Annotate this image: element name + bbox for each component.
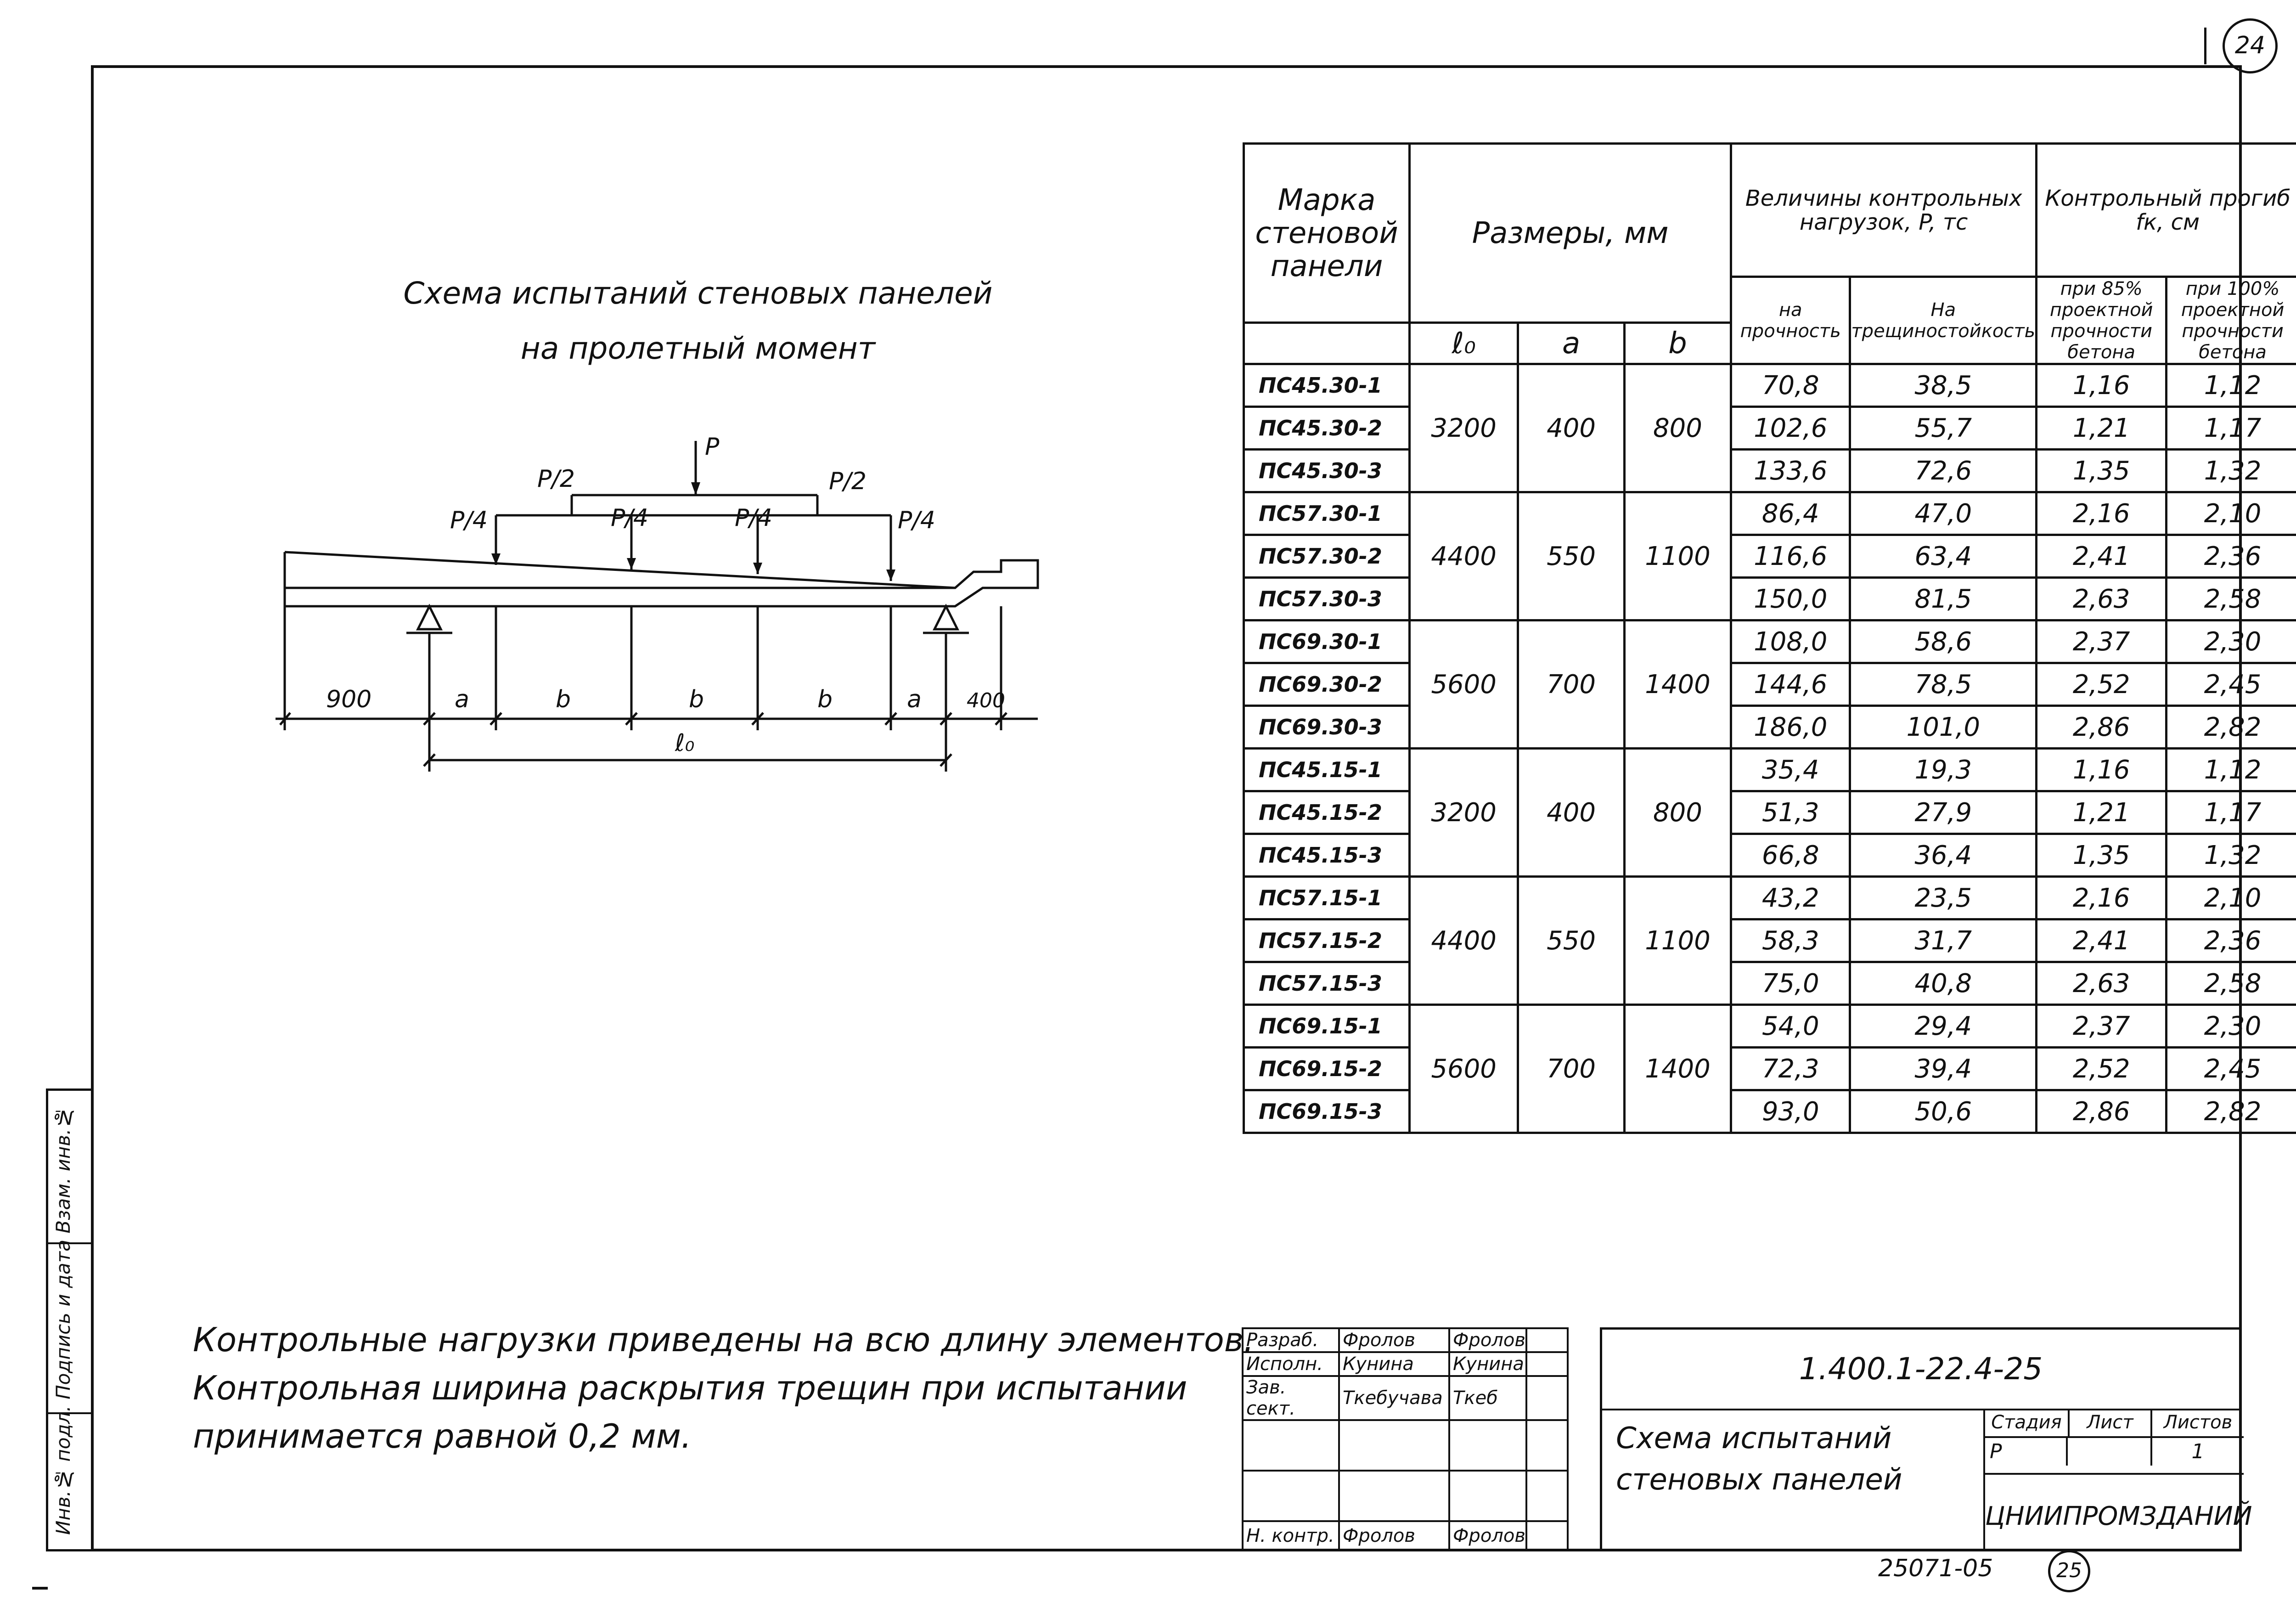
cell-mark: ПС57.30-1 [1244, 492, 1410, 535]
table-row [1244, 919, 2296, 962]
signer-signature [1449, 1420, 1526, 1471]
cell-load-strength: 86,4 [1731, 492, 1850, 535]
signer-signature: Кунина [1449, 1352, 1526, 1376]
cell-load-crack: 55,7 [1850, 407, 2037, 450]
cell-deflection-100: 1,17 [2167, 791, 2296, 834]
cell-load-crack: 81,5 [1850, 578, 2037, 620]
signer-date [1526, 1376, 1568, 1420]
table-row [1244, 450, 2296, 492]
signer-name: Ткебучава [1339, 1376, 1449, 1420]
cell-deflection-85: 1,16 [2037, 364, 2167, 407]
cell-l0: 3200 [1410, 749, 1518, 877]
cell-load-strength: 58,3 [1731, 919, 1850, 962]
cell-load-crack: 23,5 [1850, 877, 2037, 919]
cell-mark: ПС69.30-2 [1244, 663, 1410, 706]
note-line2: Контрольная ширина раскрытия трещин при испытании [193, 1369, 1187, 1407]
cell-l0: 5600 [1410, 620, 1518, 749]
signer-signature: Фролов [1449, 1328, 1526, 1352]
cell-mark: ПС57.15-1 [1244, 877, 1410, 919]
cell-deflection-100: 2,30 [2167, 1005, 2296, 1048]
cell-a: 700 [1518, 620, 1625, 749]
test-scheme-diagram [257, 413, 1084, 827]
cell-load-crack: 50,6 [1850, 1090, 2037, 1133]
cell-deflection-85: 2,16 [2037, 492, 2167, 535]
cell-b: 1100 [1624, 492, 1731, 620]
cell-load-crack: 47,0 [1850, 492, 2037, 535]
cell-load-crack: 40,8 [1850, 962, 2037, 1005]
cell-deflection-100: 1,32 [2167, 834, 2296, 877]
cell-load-strength: 150,0 [1731, 578, 1850, 620]
sub-85: при 85% проектной прочности бетона [2037, 277, 2167, 364]
signer-name: Кунина [1339, 1352, 1449, 1376]
dim-b2: b [689, 686, 704, 713]
loads-table [1243, 142, 2296, 1134]
table-row [1244, 749, 2296, 791]
table-row [1244, 791, 2296, 834]
cell-b: 1400 [1624, 1005, 1731, 1133]
cell-load-strength: 72,3 [1731, 1048, 1850, 1090]
label-p4-1: P/4 [450, 507, 488, 534]
cell-load-strength: 133,6 [1731, 450, 1850, 492]
signer-name [1339, 1420, 1449, 1471]
side-strip-text: Инв.№ подл. Подпись и дата Взам. инв.№ [52, 1106, 74, 1535]
cell-mark: ПС69.15-1 [1244, 1005, 1410, 1048]
cell-deflection-100: 2,58 [2167, 578, 2296, 620]
cell-deflection-100: 2,45 [2167, 663, 2296, 706]
header-mark-cont [1244, 323, 1410, 364]
cell-deflection-85: 2,41 [2037, 919, 2167, 962]
signer-date [1526, 1328, 1568, 1352]
cell-l0: 5600 [1410, 1005, 1518, 1133]
cell-load-strength: 102,6 [1731, 407, 1850, 450]
cell-load-crack: 29,4 [1850, 1005, 2037, 1048]
cell-deflection-100: 2,36 [2167, 535, 2296, 578]
cell-load-strength: 186,0 [1731, 706, 1850, 749]
sub-a: a [1518, 323, 1625, 364]
label-p4-3: P/4 [735, 504, 772, 532]
support-left [418, 606, 441, 629]
table-row [1244, 1090, 2296, 1133]
table-row [1244, 1005, 2296, 1048]
cell-deflection-100: 2,82 [2167, 1090, 2296, 1133]
cell-load-strength: 108,0 [1731, 620, 1850, 663]
cell-load-strength: 144,6 [1731, 663, 1850, 706]
cell-b: 1400 [1624, 620, 1731, 749]
cell-mark: ПС57.15-3 [1244, 962, 1410, 1005]
signer-role [1243, 1471, 1339, 1521]
cell-b: 800 [1624, 749, 1731, 877]
cell-deflection-85: 2,86 [2037, 1090, 2167, 1133]
cell-deflection-100: 2,30 [2167, 620, 2296, 663]
table-row [1244, 1048, 2296, 1090]
scheme-title-line1: Схема испытаний стеновых панелей [403, 276, 993, 311]
signer-role: Н. контр. [1243, 1521, 1339, 1551]
cell-deflection-100: 1,12 [2167, 364, 2296, 407]
label-p4-2: P/4 [611, 504, 648, 532]
sheets-value: 1 [2191, 1440, 2205, 1463]
cell-deflection-85: 2,63 [2037, 962, 2167, 1005]
cell-deflection-85: 2,37 [2037, 1005, 2167, 1048]
cell-load-crack: 36,4 [1850, 834, 2037, 877]
note-line3: принимается равной 0,2 мм. [193, 1417, 692, 1455]
label-p2-left: P/2 [537, 465, 575, 493]
signer-signature: Ткеб [1449, 1376, 1526, 1420]
table-row [1244, 620, 2296, 663]
dim-l0: ℓ₀ [675, 729, 695, 757]
table-body [1244, 364, 2296, 1133]
cell-load-strength: 43,2 [1731, 877, 1850, 919]
cell-load-strength: 93,0 [1731, 1090, 1850, 1133]
sub-b: b [1624, 323, 1731, 364]
cell-deflection-100: 1,12 [2167, 749, 2296, 791]
cell-deflection-100: 2,58 [2167, 962, 2296, 1005]
label-p4-4: P/4 [898, 507, 935, 534]
dim-b1: b [556, 686, 571, 713]
org-name: ЦНИИПРОМЗДАНИЙ [1985, 1501, 2252, 1531]
cell-mark: ПС45.15-1 [1244, 749, 1410, 791]
signer-date [1526, 1420, 1568, 1471]
cell-load-strength: 70,8 [1731, 364, 1850, 407]
cell-deflection-85: 1,35 [2037, 834, 2167, 877]
cell-mark: ПС45.15-2 [1244, 791, 1410, 834]
cell-deflection-100: 1,32 [2167, 450, 2296, 492]
table-row [1244, 407, 2296, 450]
table-row [1244, 706, 2296, 749]
sheet-label: Лист [2070, 1409, 2152, 1438]
org-block [1983, 1473, 2252, 1551]
signer-name [1339, 1471, 1449, 1521]
header-loads: Величины контрольных нагрузок, P, тс [1731, 144, 2037, 277]
cell-deflection-85: 2,16 [2037, 877, 2167, 919]
notes [193, 1316, 1254, 1461]
sub-100: при 100% проектной прочности бетона [2167, 277, 2296, 364]
cell-mark: ПС45.30-3 [1244, 450, 1410, 492]
signer-name: Фролов [1339, 1521, 1449, 1551]
signer-role: Зав. сект. [1243, 1376, 1339, 1420]
table-row [1244, 492, 2296, 535]
doc-title-line2: стеновых панелей [1616, 1463, 1902, 1497]
signer-row [1243, 1420, 1568, 1471]
header-deflection: Контрольный прогиб fк, см [2037, 144, 2296, 277]
bottom-mark [32, 1587, 48, 1590]
cell-load-crack: 19,3 [1850, 749, 2037, 791]
cell-mark: ПС45.30-2 [1244, 407, 1410, 450]
cell-load-crack: 63,4 [1850, 535, 2037, 578]
cell-mark: ПС69.15-2 [1244, 1048, 1410, 1090]
cell-mark: ПС69.30-3 [1244, 706, 1410, 749]
scheme-title-line2: на пролетный момент [520, 331, 876, 366]
table-row [1244, 578, 2296, 620]
side-strip [46, 1088, 94, 1551]
cell-a: 550 [1518, 492, 1625, 620]
signer-signature: Фролов [1449, 1521, 1526, 1551]
signer-role: Исполн. [1243, 1352, 1339, 1376]
cell-load-crack: 31,7 [1850, 919, 2037, 962]
dim-400: 400 [967, 689, 1005, 712]
cell-load-crack: 78,5 [1850, 663, 2037, 706]
panel-outline [285, 552, 1038, 606]
cell-load-strength: 51,3 [1731, 791, 1850, 834]
cell-deflection-100: 1,17 [2167, 407, 2296, 450]
cell-deflection-100: 2,45 [2167, 1048, 2296, 1090]
cell-deflection-100: 2,10 [2167, 492, 2296, 535]
signer-date [1526, 1352, 1568, 1376]
signer-row [1243, 1376, 1568, 1420]
cell-deflection-85: 2,52 [2037, 663, 2167, 706]
signer-role: Разраб. [1243, 1328, 1339, 1352]
sheet-number: 24 [2234, 32, 2266, 59]
table-row [1244, 364, 2296, 407]
cell-deflection-85: 2,37 [2037, 620, 2167, 663]
support-right [934, 606, 957, 629]
signer-date [1526, 1471, 1568, 1521]
cell-load-strength: 54,0 [1731, 1005, 1850, 1048]
stamp-signers [1242, 1327, 1569, 1551]
table-row [1244, 962, 2296, 1005]
cell-l0: 4400 [1410, 877, 1518, 1005]
cell-load-crack: 38,5 [1850, 364, 2037, 407]
table-row [1244, 663, 2296, 706]
cell-mark: ПС57.15-2 [1244, 919, 1410, 962]
signer-row [1243, 1328, 1568, 1352]
label-p2-right: P/2 [829, 468, 867, 495]
label-p: P [705, 433, 720, 461]
cell-deflection-85: 1,35 [2037, 450, 2167, 492]
cell-deflection-85: 1,21 [2037, 407, 2167, 450]
cell-load-crack: 72,6 [1850, 450, 2037, 492]
signer-row [1243, 1471, 1568, 1521]
cell-deflection-85: 2,63 [2037, 578, 2167, 620]
stamp-right-block [1600, 1327, 2252, 1551]
signer-name: Фролов [1339, 1328, 1449, 1352]
cell-load-strength: 35,4 [1731, 749, 1850, 791]
table-row [1244, 877, 2296, 919]
cell-load-crack: 58,6 [1850, 620, 2037, 663]
sub-l0: ℓ₀ [1410, 323, 1518, 364]
sheets-label: Листов [2152, 1409, 2244, 1438]
bottom-code: 25071-05 [1878, 1555, 1993, 1582]
cell-a: 700 [1518, 1005, 1625, 1133]
cell-a: 400 [1518, 749, 1625, 877]
signer-row [1243, 1521, 1568, 1551]
header-sizes: Размеры, мм [1410, 144, 1731, 323]
stage-block [1983, 1409, 2244, 1475]
stage-label: Стадия [1985, 1409, 2070, 1438]
dim-a2: a [907, 686, 922, 713]
cell-deflection-85: 1,16 [2037, 749, 2167, 791]
cell-deflection-100: 2,10 [2167, 877, 2296, 919]
doc-code: 1.400.1-22.4-25 [1602, 1330, 2240, 1410]
cell-deflection-85: 1,21 [2037, 791, 2167, 834]
dim-a1: a [455, 686, 469, 713]
table-row [1244, 535, 2296, 578]
cell-mark: ПС57.30-2 [1244, 535, 1410, 578]
cell-mark: ПС45.15-3 [1244, 834, 1410, 877]
cell-l0: 3200 [1410, 364, 1518, 492]
stage-value: Р [1985, 1438, 2068, 1466]
bottom-page: 25 [2056, 1559, 2082, 1582]
cell-a: 400 [1518, 364, 1625, 492]
cell-a: 550 [1518, 877, 1625, 1005]
dim-b3: b [817, 686, 833, 713]
note-line1: Контрольные нагрузки приведены на всю длину элементов. [193, 1320, 1255, 1359]
cell-load-strength: 116,6 [1731, 535, 1850, 578]
signer-row [1243, 1352, 1568, 1376]
dim-900: 900 [326, 686, 372, 713]
doc-title-line1: Схема испытаний [1616, 1421, 1892, 1455]
sub-crack: На трещиностойкость [1850, 277, 2037, 364]
cell-mark: ПС69.15-3 [1244, 1090, 1410, 1133]
cell-b: 1100 [1624, 877, 1731, 1005]
sub-strength: на прочность [1731, 277, 1850, 364]
signer-role [1243, 1420, 1339, 1471]
cell-load-crack: 101,0 [1850, 706, 2037, 749]
cell-l0: 4400 [1410, 492, 1518, 620]
cell-deflection-85: 2,52 [2037, 1048, 2167, 1090]
cell-mark: ПС45.30-1 [1244, 364, 1410, 407]
cell-deflection-85: 2,41 [2037, 535, 2167, 578]
header-mark: Марка стеновой панели [1244, 144, 1410, 323]
table-row [1244, 834, 2296, 877]
cell-load-strength: 75,0 [1731, 962, 1850, 1005]
cell-deflection-85: 2,86 [2037, 706, 2167, 749]
cell-load-crack: 27,9 [1850, 791, 2037, 834]
cell-mark: ПС57.30-3 [1244, 578, 1410, 620]
cell-b: 800 [1624, 364, 1731, 492]
cell-deflection-100: 2,82 [2167, 706, 2296, 749]
signer-signature [1449, 1471, 1526, 1521]
cell-deflection-100: 2,36 [2167, 919, 2296, 962]
signer-date [1526, 1521, 1568, 1551]
bottom-page-circle [2048, 1550, 2090, 1592]
sheet-value [2070, 1438, 2152, 1466]
top-right-tick [2204, 28, 2206, 64]
cell-load-strength: 66,8 [1731, 834, 1850, 877]
cell-load-crack: 39,4 [1850, 1048, 2037, 1090]
cell-mark: ПС69.30-1 [1244, 620, 1410, 663]
